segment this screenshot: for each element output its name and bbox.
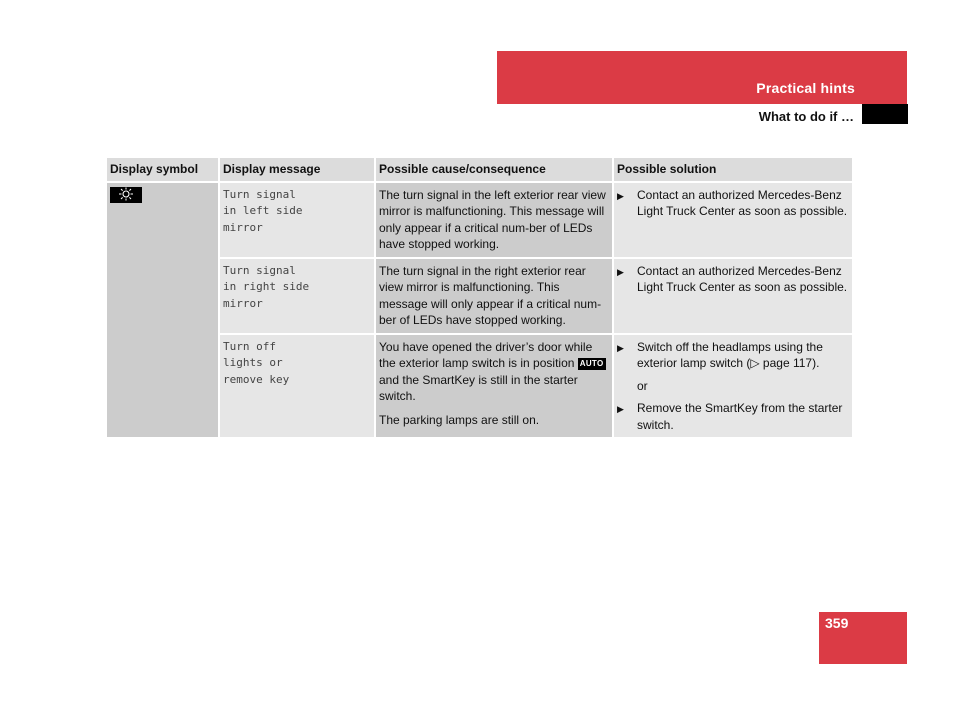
bullet-arrow-icon: ▶ <box>617 190 624 201</box>
solution-text: Contact an authorized Mercedes-Benz Light Truck Center as soon as possible. <box>637 187 848 218</box>
column-header-symbol: Display symbol <box>107 158 218 181</box>
turn-signal-light-icon <box>110 187 142 203</box>
solution-step <box>617 187 849 220</box>
cause-text: You have opened the driver’s door while the exterior lamp switch is in position <box>379 339 593 370</box>
message-line: lights or <box>223 356 283 369</box>
auto-switch-position-icon: AUTO <box>579 359 604 368</box>
cause-cell <box>376 335 612 438</box>
cause-cell: The turn signal in the right exterior rear view mirror is malfunctioning. This message will only appear if a critical num-ber of LEDs have stopped working. <box>376 259 612 333</box>
cause-paragraph: The parking lamps are still on. <box>379 412 540 427</box>
cause-paragraph <box>379 339 609 405</box>
solution-text: Contact an authorized Mercedes-Benz Light Truck Center as soon as possible. <box>637 263 848 294</box>
message-line: in left side <box>223 204 303 217</box>
solution-cell <box>614 183 852 257</box>
section-title: Practical hints <box>756 80 855 96</box>
message-line: remove key <box>223 372 290 386</box>
solution-cell <box>614 259 852 333</box>
solution-cell <box>614 335 852 438</box>
display-message-cell <box>220 183 374 257</box>
or-separator: or <box>637 378 648 393</box>
symbol-cell <box>107 183 218 438</box>
message-line: mirror <box>223 296 263 310</box>
bullet-arrow-icon: ▶ <box>617 342 624 353</box>
message-line: in right side <box>223 280 310 293</box>
display-messages-table <box>105 156 854 439</box>
bullet-arrow-icon: ▶ <box>617 404 624 414</box>
column-header-solution: Possible solution <box>614 158 852 181</box>
display-message-cell <box>220 335 374 438</box>
header-band <box>497 51 907 104</box>
page-number: 359 <box>825 615 849 631</box>
subsection-marker <box>862 104 908 124</box>
bullet-arrow-icon: ▶ <box>617 266 624 277</box>
display-message-cell <box>220 259 374 333</box>
table-row <box>107 335 852 438</box>
column-header-message: Display message <box>220 158 374 181</box>
table-row <box>107 183 852 257</box>
message-line: mirror <box>223 220 263 234</box>
table-row <box>107 259 852 333</box>
solution-step <box>617 263 849 296</box>
table-header-row <box>107 158 852 181</box>
solution-text: Switch off the headlamps using the exterior lamp switch (▷ page 117). <box>637 339 823 370</box>
message-line: Turn signal <box>223 187 296 201</box>
subsection-title: What to do if … <box>758 109 854 124</box>
solution-step <box>617 400 849 433</box>
solution-step <box>617 339 849 372</box>
solution-text: Remove the SmartKey from the starter switch. <box>637 401 843 432</box>
cause-cell: The turn signal in the left exterior rear view mirror is malfunctioning. This message will only appear if a critical num-ber of LEDs have stopped working. <box>376 183 612 257</box>
cause-text: and the SmartKey is still in the starter switch. <box>379 372 578 403</box>
message-line: Turn signal <box>223 263 296 277</box>
column-header-cause: Possible cause/consequence <box>376 158 612 181</box>
message-line: Turn off <box>223 339 276 353</box>
